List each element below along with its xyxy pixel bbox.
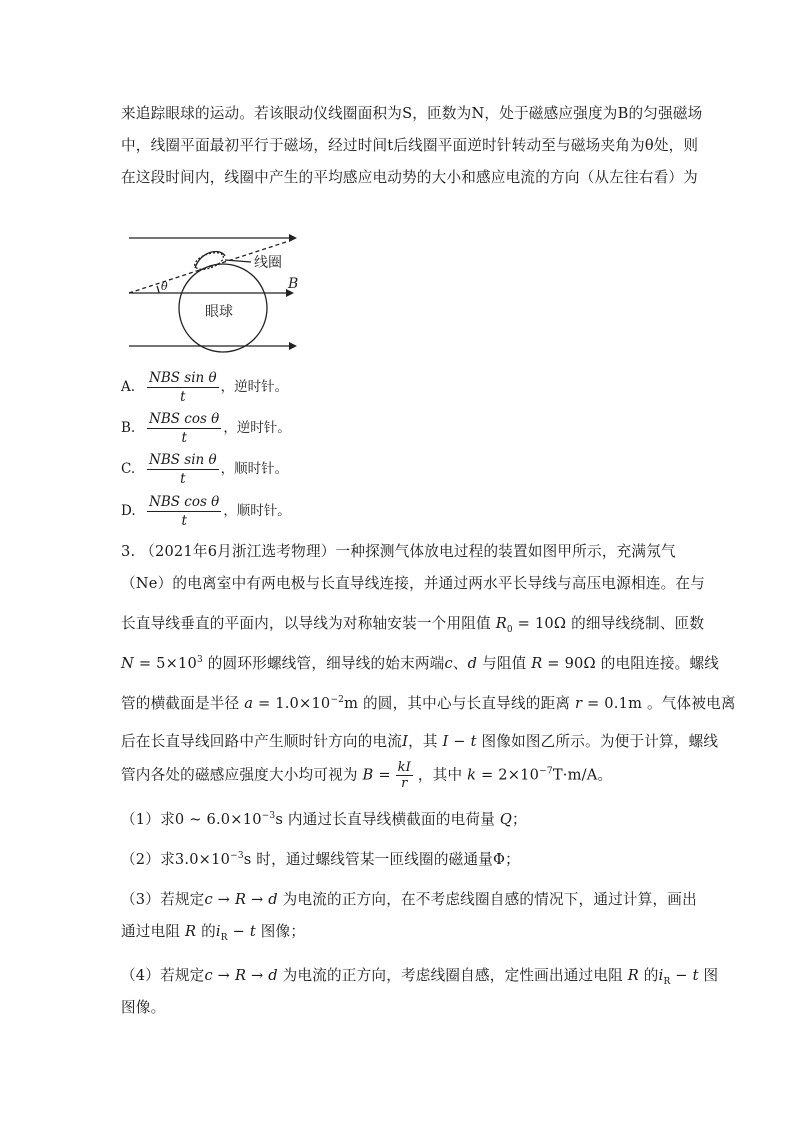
b-label: B: [288, 276, 299, 292]
eyeball-diagram: [121, 228, 311, 356]
option-d-numerator: NBS cos θ: [149, 494, 220, 510]
option-a-numerator: NBS sin θ: [149, 370, 217, 386]
option-d[interactable]: D. $\frac{\text{NBS cos θ}}{t}$ ，顺时针。: [121, 494, 291, 529]
eyeball-label: 眼球: [205, 304, 233, 320]
option-b[interactable]: B. $\frac{\text{NBS cos θ}}{t}$ ，逆时针。: [121, 411, 291, 446]
sub-question-2: （2）求$3.0\times 10^{-3}s$ 时，通过螺线管某一匝线圈的磁通量Φ；: [121, 851, 520, 868]
option-c-numerator: NBS sin θ: [149, 452, 217, 468]
sub-question-4-line-2: 图像。: [121, 999, 166, 1016]
q3-line-6: 后在长直导线回路中产生顺时针方向的电流I，其 I − t 图像如图乙所示。为便于计算，螺线: [121, 733, 719, 750]
theta-label: θ: [161, 280, 168, 293]
intro-line-1: 来追踪眼球的运动。若该眼动仪线圈面积为S，匝数为N，处于磁感应强度为B的匀强磁场: [121, 105, 703, 122]
q3-line-3: 长直导线垂直的平面内，以导线为对称轴安装一个用阻值 $R_0 = 10\Omega$ 的细导线绕制、匝数: [121, 615, 705, 635]
sub-question-3-line-1: （3）若规定c → R → d 为电流的正方向，在不考虑线圈自感的情况下，通过计算，画出: [121, 891, 697, 908]
intro-line-3: 在这段时间内，线圈中产生的平均感应电动势的大小和感应电流的方向（从左往右看）为: [121, 169, 698, 186]
option-a[interactable]: A. $\frac{\text{NBS sin θ}}{t}$ ，逆时针。: [121, 370, 289, 405]
q3-line-7: 管内各处的磁感应强度大小均可视为 B = $\frac{kI}{r}$ ，其中 $k = 2\times 10^{-7}T\cdot m/A$。: [121, 760, 613, 791]
sub-question-4-line-1: （4）若规定c → R → d 为电流的正方向，考虑线圈自感，定性画出通过电阻 R 的$i_R - t$ 图: [121, 967, 719, 987]
option-c[interactable]: C. $\frac{\text{NBS sin θ}}{t}$ ，顺时针。: [121, 452, 289, 487]
q3-line-2: （Ne）的电离室中有两电极与长直导线连接，并通过两水平长导线与高压电源相连。在与: [121, 575, 705, 592]
q3-line-5: 管的横截面是半径 $a = 1.0\times 10^{-2}m$ 的圆，其中心与长直导线的距离 r = 0.1m 。气体被电离: [121, 695, 736, 712]
option-b-numerator: NBS cos θ: [149, 411, 220, 427]
q3-line-4: $N = 5\times 10^3$ 的圆环形螺线管，细导线的始末两端c、d 与阻值 R = 90Ω 的电阻连接。螺线: [121, 655, 720, 672]
sub-question-1: （1）求0 ~ $6.0\times 10^{-3}s$ 内通过长直导线横截面的电荷量 Q；: [121, 811, 527, 828]
q3-line-1: 3. （2021年6月浙江选考物理）一种探测气体放电过程的装置如图甲所示，充满氖气: [121, 543, 676, 560]
coil-pointer: [225, 260, 251, 262]
coil-label: 线圈: [254, 255, 282, 271]
eyeball-figure: [121, 228, 311, 360]
intro-line-2: 中，线圈平面最初平行于磁场，经过时间t后线圈平面逆时针转动至与磁场夹角为θ处，则: [121, 137, 699, 154]
sub-question-3-line-2: 通过电阻 R 的$i_R - t$ 图像；: [121, 923, 306, 943]
